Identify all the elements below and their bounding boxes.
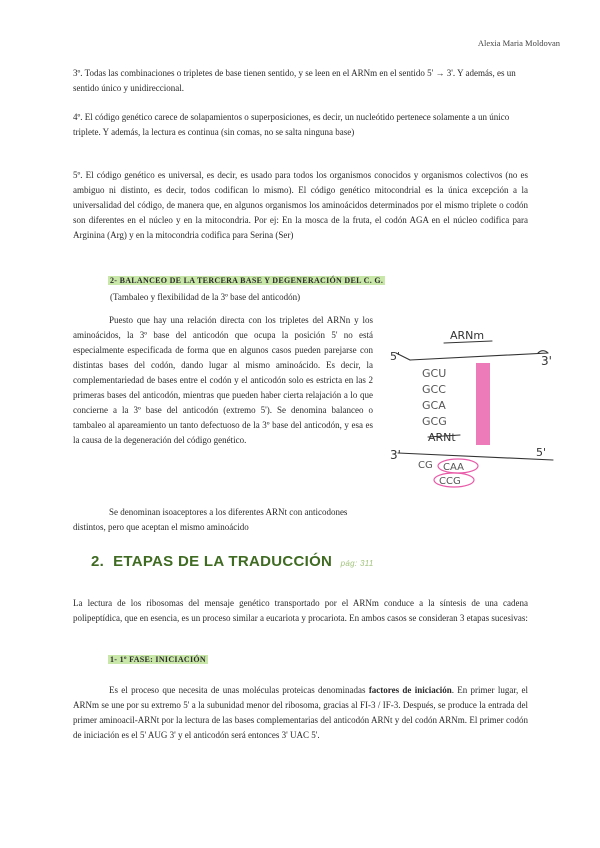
codon-4: GCG (422, 415, 447, 428)
balanceo-subtitle: (Tambaleo y flexibilidad de la 3º base del anticodón) (110, 292, 301, 302)
fase1-heading: 1- 1º FASE: INICIACIÓN (110, 655, 206, 664)
section-number: 2. (91, 553, 105, 570)
mrna-label: ARNm (450, 329, 485, 342)
section-title-text: ETAPAS DE LA TRADUCCIÓN (113, 553, 333, 570)
wobble-diagram (388, 325, 560, 490)
section-title (91, 553, 374, 570)
balanceo-heading: 2- BALANCEO DE LA TERCERA BASE Y DEGENERACIÓN DEL C. G. (110, 276, 384, 285)
fase1-text-b: . En primer lugar, el ARNm se une por su extremo 5' a la subunidad menor del ribosoma, gracias al FI-3 / IF-3. Después, se produce la entrada del primer aminoacil-ARNt por la lectura de las bases complementarias del anticodón ARNt y del codón ARNm. El primer codón de iniciación es el 5' AUG 3' y el anticodón será entonces 3' UAC 5'. (73, 685, 528, 740)
codon-3: GCA (422, 399, 446, 412)
fase1-text-a: Es el proceso que necesita de unas moléculas proteicas denominadas (109, 685, 366, 695)
author-name: Alexia Maria Moldovan (477, 38, 560, 48)
codon-1: GCU (422, 367, 447, 380)
factores-term: factores de iniciación (368, 685, 452, 695)
isoaceptores-paragraph: Se denominan isoaceptores a los diferentes ARNt con anticodones distintos, pero que aceptan el mismo aminoácido (73, 507, 348, 532)
anticodon-circled-1: CAA (443, 462, 464, 473)
point-5: 5º. El código genético es universal, es decir, es usado para todos los organismos conocidos y organismos colectivos (no es ambiguo ni distinto, es decir, todos codifican lo mismo). El código genético mitocondrial es la única excepción a la universalidad del código, de manera que, en algunos organismos los aminoácidos determinados por el mismo triplete o codón son diferentes en el núcleo y en la mitocondria. Por ej: En la mosca de la fruta, el codón AGA en el núcleo codifica para Arginina (Arg) y en la mitocondria codifica para Serina (Ser) (73, 170, 528, 240)
pink-highlight-bar (476, 363, 490, 445)
anticodon-left-bases: CG (418, 460, 433, 471)
point-3: 3º. Todas las combinaciones o tripletes de base tienen sentido, y se leen en el ARNm en el sentido 5' → 3'. Y además, es un sentido único y unidireccional. (73, 68, 516, 93)
page-reference: pág: 311 (340, 559, 374, 568)
anticodon-circled-2: CCG (439, 476, 461, 487)
trna-strand (398, 453, 553, 460)
codon-2: GCC (422, 383, 446, 396)
fase1-paragraph (73, 683, 528, 743)
mrna-3-end: 3' (541, 354, 552, 368)
section-intro: La lectura de los ribosomas del mensaje genético transportado por el ARNm conduce a la síntesis de una cadena polipeptídica, que en esencia, es un proceso similar a eucariota y procariota. En ambos casos se consideran 3 etapas sucesivas: (73, 598, 528, 623)
mrna-strand (410, 353, 548, 360)
trna-label: ARNt (428, 431, 456, 444)
trna-5-end: 5' (536, 446, 547, 459)
balanceo-paragraph: Puesto que hay una relación directa con los tripletes del ARNn y los aminoácidos, la 3º base del anticodón que ocupa la posición 5' no está especialmente especificada de forma que en algunos casos pueden parejarse con distintas bases del codón, dando lugar al mismo aminoácido. Es decir, la complementariedad de bases entre el codón y el anticodón solo es estricta en las 2 primeras bases del anticodón, mientras que pueden haber cierta relajación a lo que concierne a la 3º base del anticodón (extremo 5'). Se denomina balanceo o tambaleo al apareamiento un tanto defectuoso de la 3º base del anticodón, y esa es la causa de la degeneración del código genético. (73, 315, 373, 445)
mrna-5-end: 5' (390, 350, 401, 363)
trna-3-end: 3' (390, 448, 401, 462)
point-4: 4º. El código genético carece de solapamientos o superposiciones, es decir, un nucleótido pertenece solamente a un único triplete. Y además, la lectura es continua (sin comas, no se salta ninguna base) (73, 112, 510, 137)
